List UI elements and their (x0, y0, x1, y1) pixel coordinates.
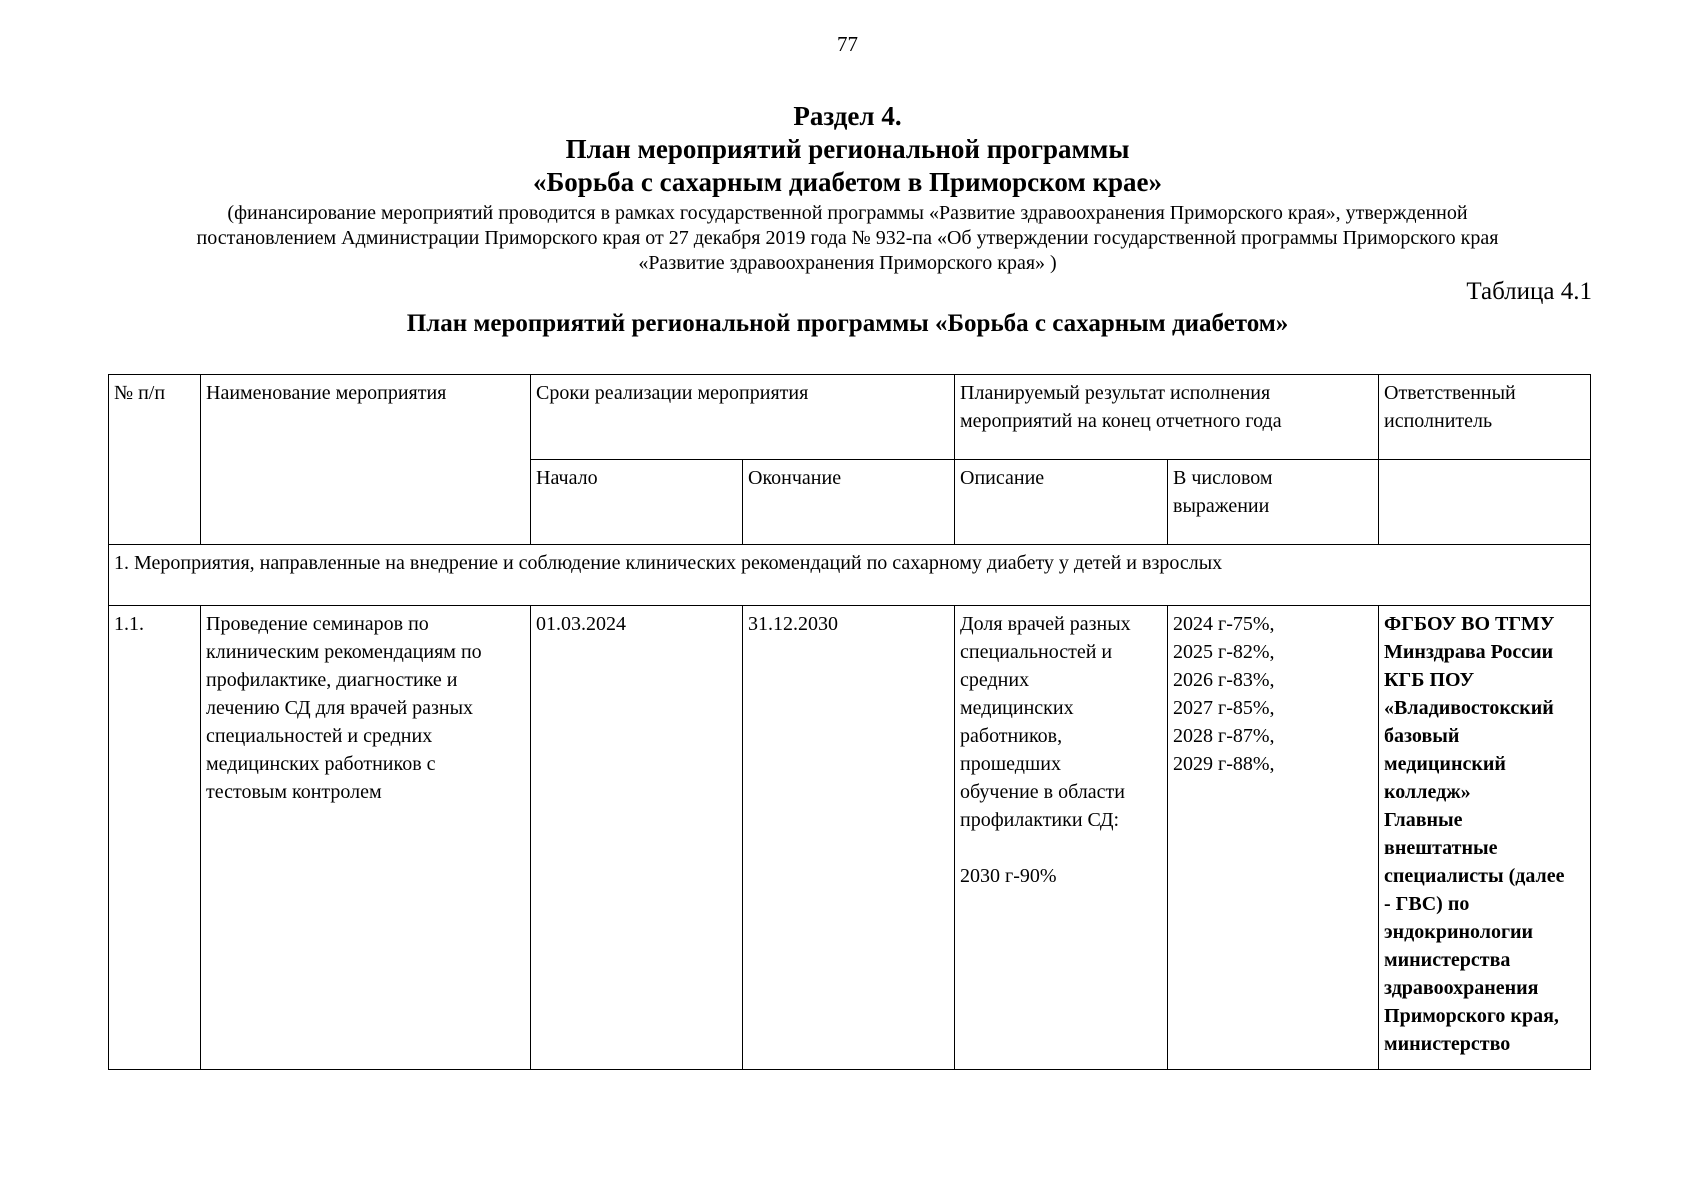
header-result-line: Планируемый результат исполнения (960, 382, 1271, 404)
name-line: Проведение семинаров по (206, 613, 429, 635)
responsible-line: министерства (1384, 949, 1511, 971)
description-line: специальностей и (960, 641, 1113, 663)
description-line: средних (960, 669, 1030, 691)
description-line: прошедших (960, 753, 1062, 775)
funding-line: «Развитие здравоохранения Приморского края» ) (638, 252, 1057, 274)
table-title: План мероприятий региональной программы «Борьба с сахарным диабетом» (406, 310, 1289, 337)
table-row (109, 606, 1591, 1070)
header-result (955, 375, 1379, 460)
header-responsible (1379, 375, 1591, 460)
header-end: Окончание (743, 460, 955, 545)
responsible-line: - ГВС) по (1384, 893, 1470, 915)
header-empty (1379, 460, 1591, 545)
responsible-line: ФГБОУ ВО ТГМУ (1384, 613, 1555, 635)
table-header-row (109, 375, 1591, 460)
section-heading: Раздел 4. (793, 101, 902, 131)
funding-line: (финансирование мероприятий проводится в рамках государственной программы «Развитие здравоохранения Приморского края», утвержденной (227, 202, 1468, 224)
responsible-line: КГБ ПОУ (1384, 669, 1475, 691)
numeric-line: 2025 г-82%, (1173, 641, 1275, 663)
cell-num: 1.1. (109, 606, 201, 1070)
header-name: Наименование мероприятия (201, 375, 531, 545)
section-title: 1. Мероприятия, направленные на внедрение и соблюдение клинических рекомендаций по сахарному диабету у детей и взрослых (109, 545, 1591, 606)
numeric-line: 2024 г-75%, (1173, 613, 1275, 635)
responsible-line: Минздрава России (1384, 641, 1554, 663)
table-label: Таблица 4.1 (1466, 278, 1592, 305)
name-line: клиническим рекомендациям по (206, 641, 482, 663)
header-numeric-line: В числовом (1173, 467, 1273, 489)
header-responsible-line: исполнитель (1384, 410, 1493, 432)
responsible-line: внештатные (1384, 837, 1498, 859)
numeric-line: 2029 г-88%, (1173, 753, 1275, 775)
plan-heading: План мероприятий региональной программы (565, 134, 1130, 164)
name-line: специальностей и средних (206, 725, 433, 747)
responsible-line: министерство (1384, 1033, 1511, 1055)
responsible-line: Главные (1384, 809, 1463, 831)
description-extra: 2030 г-90% (960, 865, 1057, 887)
description-line: обучение в области (960, 781, 1125, 803)
name-line: лечению СД для врачей разных (206, 697, 474, 719)
responsible-line: «Владивостокский (1384, 697, 1554, 719)
responsible-line: колледж» (1384, 781, 1471, 803)
name-line: медицинских работников с (206, 753, 436, 775)
cell-start: 01.03.2024 (531, 606, 743, 1070)
responsible-line: специалисты (далее (1384, 865, 1565, 887)
cell-description (955, 606, 1168, 1070)
section-row (109, 545, 1591, 606)
page-number: 77 (837, 32, 858, 56)
description-line: профилактики СД: (960, 809, 1120, 831)
program-heading: «Борьба с сахарным диабетом в Приморском крае» (532, 167, 1163, 197)
header-numeric-line: выражении (1173, 495, 1270, 517)
description-line: Доля врачей разных (960, 613, 1131, 635)
header-result-line: мероприятий на конец отчетного года (960, 410, 1282, 432)
header-dates: Сроки реализации мероприятия (531, 375, 955, 460)
header-numeric (1168, 460, 1379, 545)
description-line: медицинских (960, 697, 1074, 719)
cell-name (201, 606, 531, 1070)
responsible-line: эндокринологии (1384, 921, 1534, 943)
funding-line: постановлением Администрации Приморского края от 27 декабря 2019 года № 932-па «Об утверждении государственной программы Приморского края (196, 227, 1499, 249)
header-num: № п/п (109, 375, 201, 545)
document-header (100, 100, 1595, 276)
name-line: профилактике, диагностике и (206, 669, 458, 691)
cell-responsible (1379, 606, 1591, 1070)
spacer (960, 834, 1162, 862)
responsible-line: здравоохранения (1384, 977, 1539, 999)
header-responsible-line: Ответственный (1384, 382, 1516, 404)
cell-numeric (1168, 606, 1379, 1070)
funding-note (100, 201, 1595, 276)
responsible-line: Приморского края, (1384, 1005, 1559, 1027)
numeric-line: 2028 г-87%, (1173, 725, 1275, 747)
header-description: Описание (955, 460, 1168, 545)
numeric-line: 2027 г-85%, (1173, 697, 1275, 719)
name-line: тестовым контролем (206, 781, 382, 803)
plan-table (108, 374, 1591, 1070)
header-start: Начало (531, 460, 743, 545)
numeric-line: 2026 г-83%, (1173, 669, 1275, 691)
description-line: работников, (960, 725, 1063, 747)
responsible-line: базовый (1384, 725, 1460, 747)
responsible-line: медицинский (1384, 753, 1506, 775)
cell-end: 31.12.2030 (743, 606, 955, 1070)
